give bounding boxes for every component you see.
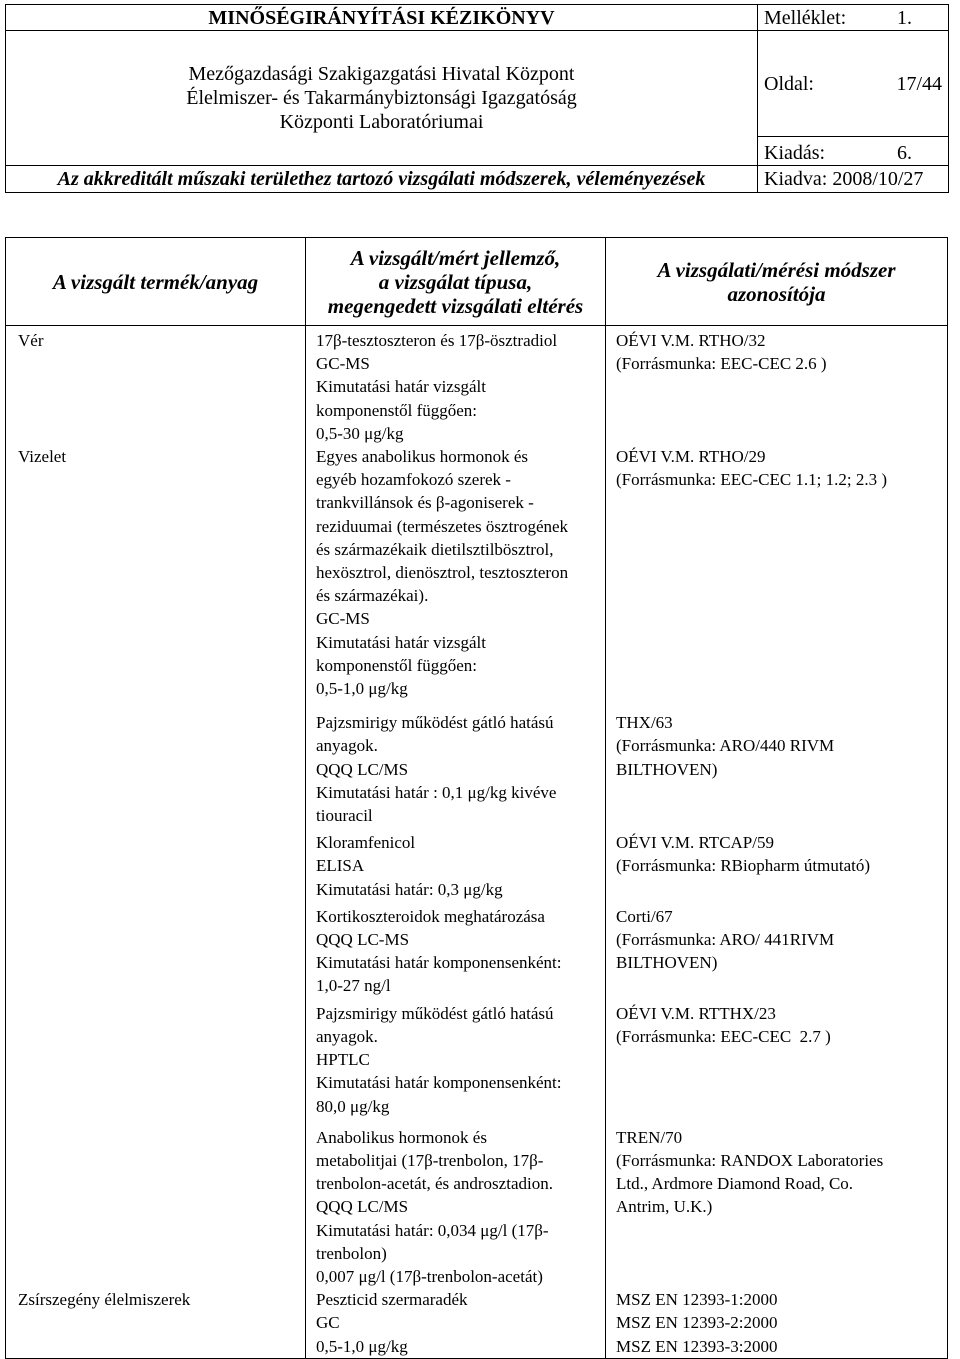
- method-line: MSZ EN 12393-2:2000: [616, 1313, 778, 1333]
- header-line: megengedett vizsgálati eltérés: [327, 293, 584, 318]
- characteristic-line: reziduumai (természetes ösztrogének: [316, 516, 569, 536]
- method-line: (Forrásmunka: ARO/ 441RIVM: [616, 930, 835, 950]
- characteristic-line: Kortikoszteroidok meghatározása: [316, 906, 545, 926]
- characteristic-cell: [306, 901, 606, 998]
- kiadas-label: Kiadás:: [764, 142, 826, 164]
- product-cell: [6, 901, 306, 998]
- method-cell: [606, 1288, 948, 1358]
- org-line: Központi Laboratóriumai: [279, 111, 484, 133]
- oldal-label: Oldal:: [764, 72, 814, 95]
- method-line: Corti/67: [616, 906, 673, 926]
- org-line: Mezőgazdasági Szakigazgatási Hivatal Központ: [188, 63, 575, 85]
- method-line: MSZ EN 12393-1:2000: [616, 1290, 778, 1310]
- kiadas-value: 6.: [897, 142, 912, 164]
- characteristic-cell: [306, 1288, 606, 1358]
- characteristic-line: tiouracil: [316, 806, 373, 826]
- table-row: [6, 901, 948, 998]
- characteristic-line: Kimutatási határ vizsgált: [316, 632, 486, 652]
- characteristic-line: anyagok.: [316, 736, 378, 756]
- table-row: [6, 326, 948, 446]
- characteristic-line: 17β-tesztoszteron és 17β-ösztradiol: [316, 331, 558, 350]
- organization-name: [6, 31, 758, 166]
- method-line: (Forrásmunka: EEC-CEC 1.1; 1.2; 2.3 ): [616, 470, 888, 490]
- product-cell: [6, 1118, 306, 1288]
- characteristic-line: GC: [316, 1313, 340, 1333]
- header-line: A vizsgált/mért jellemző,: [350, 245, 561, 270]
- product-name: Zsírszegény élelmiszerek: [18, 1290, 191, 1310]
- characteristic-line: trankvillánsok és β-agoniserek -: [316, 493, 534, 513]
- kiadas-cell: [758, 137, 949, 166]
- characteristic-line: Kimutatási határ: 0,3 μg/kg: [316, 879, 503, 899]
- product-cell: [6, 445, 306, 700]
- characteristic-line: QQQ LC-MS: [316, 930, 410, 950]
- method-line: OÉVI V.M. RTHO/32: [616, 331, 766, 350]
- product-name: Vizelet: [18, 447, 67, 467]
- table-row: [6, 827, 948, 901]
- method-line: Ltd., Ardmore Diamond Road, Co.: [616, 1174, 854, 1194]
- characteristic-line: Pajzsmirigy működést gátló hatású: [316, 1003, 554, 1023]
- method-line: OÉVI V.M. RTHO/29: [616, 447, 766, 467]
- method-line: (Forrásmunka: RBiopharm útmutató): [616, 856, 871, 876]
- melleklet-label: Melléklet:: [764, 6, 847, 29]
- method-cell: [606, 700, 948, 827]
- characteristic-line: komponenstől függően:: [316, 655, 478, 675]
- column-header-characteristic: [306, 238, 606, 326]
- characteristic-cell: [306, 1118, 606, 1288]
- characteristic-line: 0,007 μg/l (17β-trenbolon-acetát): [316, 1266, 543, 1286]
- melleklet-cell: [758, 5, 949, 31]
- table-row: [6, 700, 948, 827]
- method-line: OÉVI V.M. RTTHX/23: [616, 1003, 776, 1023]
- characteristic-line: Kimutatási határ komponensenként:: [316, 953, 562, 973]
- characteristic-line: trenbolon): [316, 1243, 387, 1263]
- characteristic-cell: [306, 998, 606, 1118]
- characteristic-cell: [306, 827, 606, 901]
- table-row: [6, 1288, 948, 1358]
- table-row: [6, 445, 948, 700]
- characteristic-line: Pajzsmirigy működést gátló hatású: [316, 713, 554, 733]
- characteristic-line: 0,5-1,0 μg/kg: [316, 679, 408, 699]
- characteristic-line: 0,5-30 μg/kg: [316, 423, 404, 443]
- manual-title: MINŐSÉGIRÁNYÍTÁSI KÉZIKÖNYV: [6, 5, 758, 31]
- product-name: Vér: [18, 331, 44, 350]
- characteristic-line: 0,5-1,0 μg/kg: [316, 1336, 408, 1356]
- characteristic-line: anyagok.: [316, 1026, 378, 1046]
- characteristic-cell: [306, 445, 606, 700]
- method-cell: [606, 827, 948, 901]
- product-cell: [6, 1288, 306, 1358]
- product-cell: [6, 326, 306, 446]
- header-line: A vizsgálati/mérési módszer: [657, 257, 896, 282]
- characteristic-line: Kimutatási határ vizsgált: [316, 377, 486, 397]
- column-header-product: A vizsgált termék/anyag: [6, 238, 306, 326]
- product-cell: [6, 700, 306, 827]
- table-row: [6, 1118, 948, 1288]
- method-line: THX/63: [616, 713, 673, 733]
- column-header-method: [606, 238, 948, 326]
- org-line: Élelmiszer- és Takarmánybiztonsági Igazgatóság: [186, 87, 577, 109]
- method-line: Antrim, U.K.): [616, 1197, 713, 1217]
- characteristic-line: egyéb hozamfokozó szerek -: [316, 470, 511, 490]
- characteristic-line: metabolitjai (17β-trenbolon, 17β-: [316, 1150, 544, 1170]
- oldal-cell: [758, 31, 949, 137]
- method-cell: [606, 445, 948, 700]
- characteristic-cell: [306, 700, 606, 827]
- kiadva-label: Kiadva:: [764, 168, 828, 190]
- method-line: MSZ EN 12393-3:2000: [616, 1336, 778, 1356]
- method-line: OÉVI V.M. RTCAP/59: [616, 833, 774, 853]
- method-line: (Forrásmunka: ARO/440 RIVM: [616, 736, 835, 756]
- characteristic-line: Egyes anabolikus hormonok és: [316, 447, 528, 467]
- scope-title: Az akkreditált műszaki területhez tartozó vizsgálati módszerek, véleményezések: [6, 166, 758, 193]
- table-row: [6, 998, 948, 1118]
- characteristic-line: ELISA: [316, 856, 365, 876]
- characteristic-line: Peszticid szermaradék: [316, 1290, 468, 1310]
- characteristic-line: Kimutatási határ : 0,1 μg/kg kivéve: [316, 782, 557, 802]
- characteristic-line: GC-MS: [316, 609, 370, 629]
- characteristic-line: hexösztrol, dienösztrol, tesztoszteron: [316, 563, 569, 583]
- characteristic-line: QQQ LC/MS: [316, 759, 409, 779]
- header-line: azonosítója: [727, 281, 826, 306]
- kiadva-value: 2008/10/27: [832, 168, 924, 190]
- characteristic-line: Kloramfenicol: [316, 833, 416, 853]
- characteristic-line: GC-MS: [316, 354, 370, 374]
- product-cell: [6, 827, 306, 901]
- method-line: TREN/70: [616, 1127, 683, 1147]
- method-line: (Forrásmunka: EEC-CEC 2.6 ): [616, 354, 827, 374]
- method-line: (Forrásmunka: EEC-CEC 2.7 ): [616, 1026, 831, 1046]
- characteristic-line: QQQ LC/MS: [316, 1197, 409, 1217]
- method-line: BILTHOVEN): [616, 953, 718, 973]
- oldal-value: 17/44: [896, 72, 942, 95]
- method-cell: [606, 901, 948, 998]
- characteristic-line: Kimutatási határ: 0,034 μg/l (17β-: [316, 1220, 549, 1240]
- characteristic-line: 1,0-27 ng/l: [316, 976, 391, 996]
- method-cell: [606, 1118, 948, 1288]
- method-line: (Forrásmunka: RANDOX Laboratories: [616, 1150, 884, 1170]
- characteristic-line: 80,0 μg/kg: [316, 1096, 390, 1116]
- method-cell: [606, 326, 948, 446]
- kiadva-cell: [758, 166, 949, 193]
- product-cell: [6, 998, 306, 1118]
- method-line: BILTHOVEN): [616, 759, 718, 779]
- header-line: a vizsgálat típusa,: [378, 269, 533, 294]
- characteristic-line: Kimutatási határ komponensenként:: [316, 1073, 562, 1093]
- characteristic-line: Anabolikus hormonok és: [316, 1127, 487, 1147]
- characteristic-line: HPTLC: [316, 1050, 370, 1070]
- characteristic-cell: [306, 326, 606, 446]
- document-header: [5, 4, 949, 193]
- method-cell: [606, 998, 948, 1118]
- melleklet-value: 1.: [897, 6, 912, 29]
- characteristic-line: komponenstől függően:: [316, 400, 478, 420]
- characteristic-line: trenbolon-acetát, és androsztadion.: [316, 1174, 553, 1194]
- methods-table: [5, 237, 948, 1359]
- characteristic-line: és származékai).: [316, 586, 429, 606]
- characteristic-line: és származékaik dietilsztilbösztrol,: [316, 539, 554, 559]
